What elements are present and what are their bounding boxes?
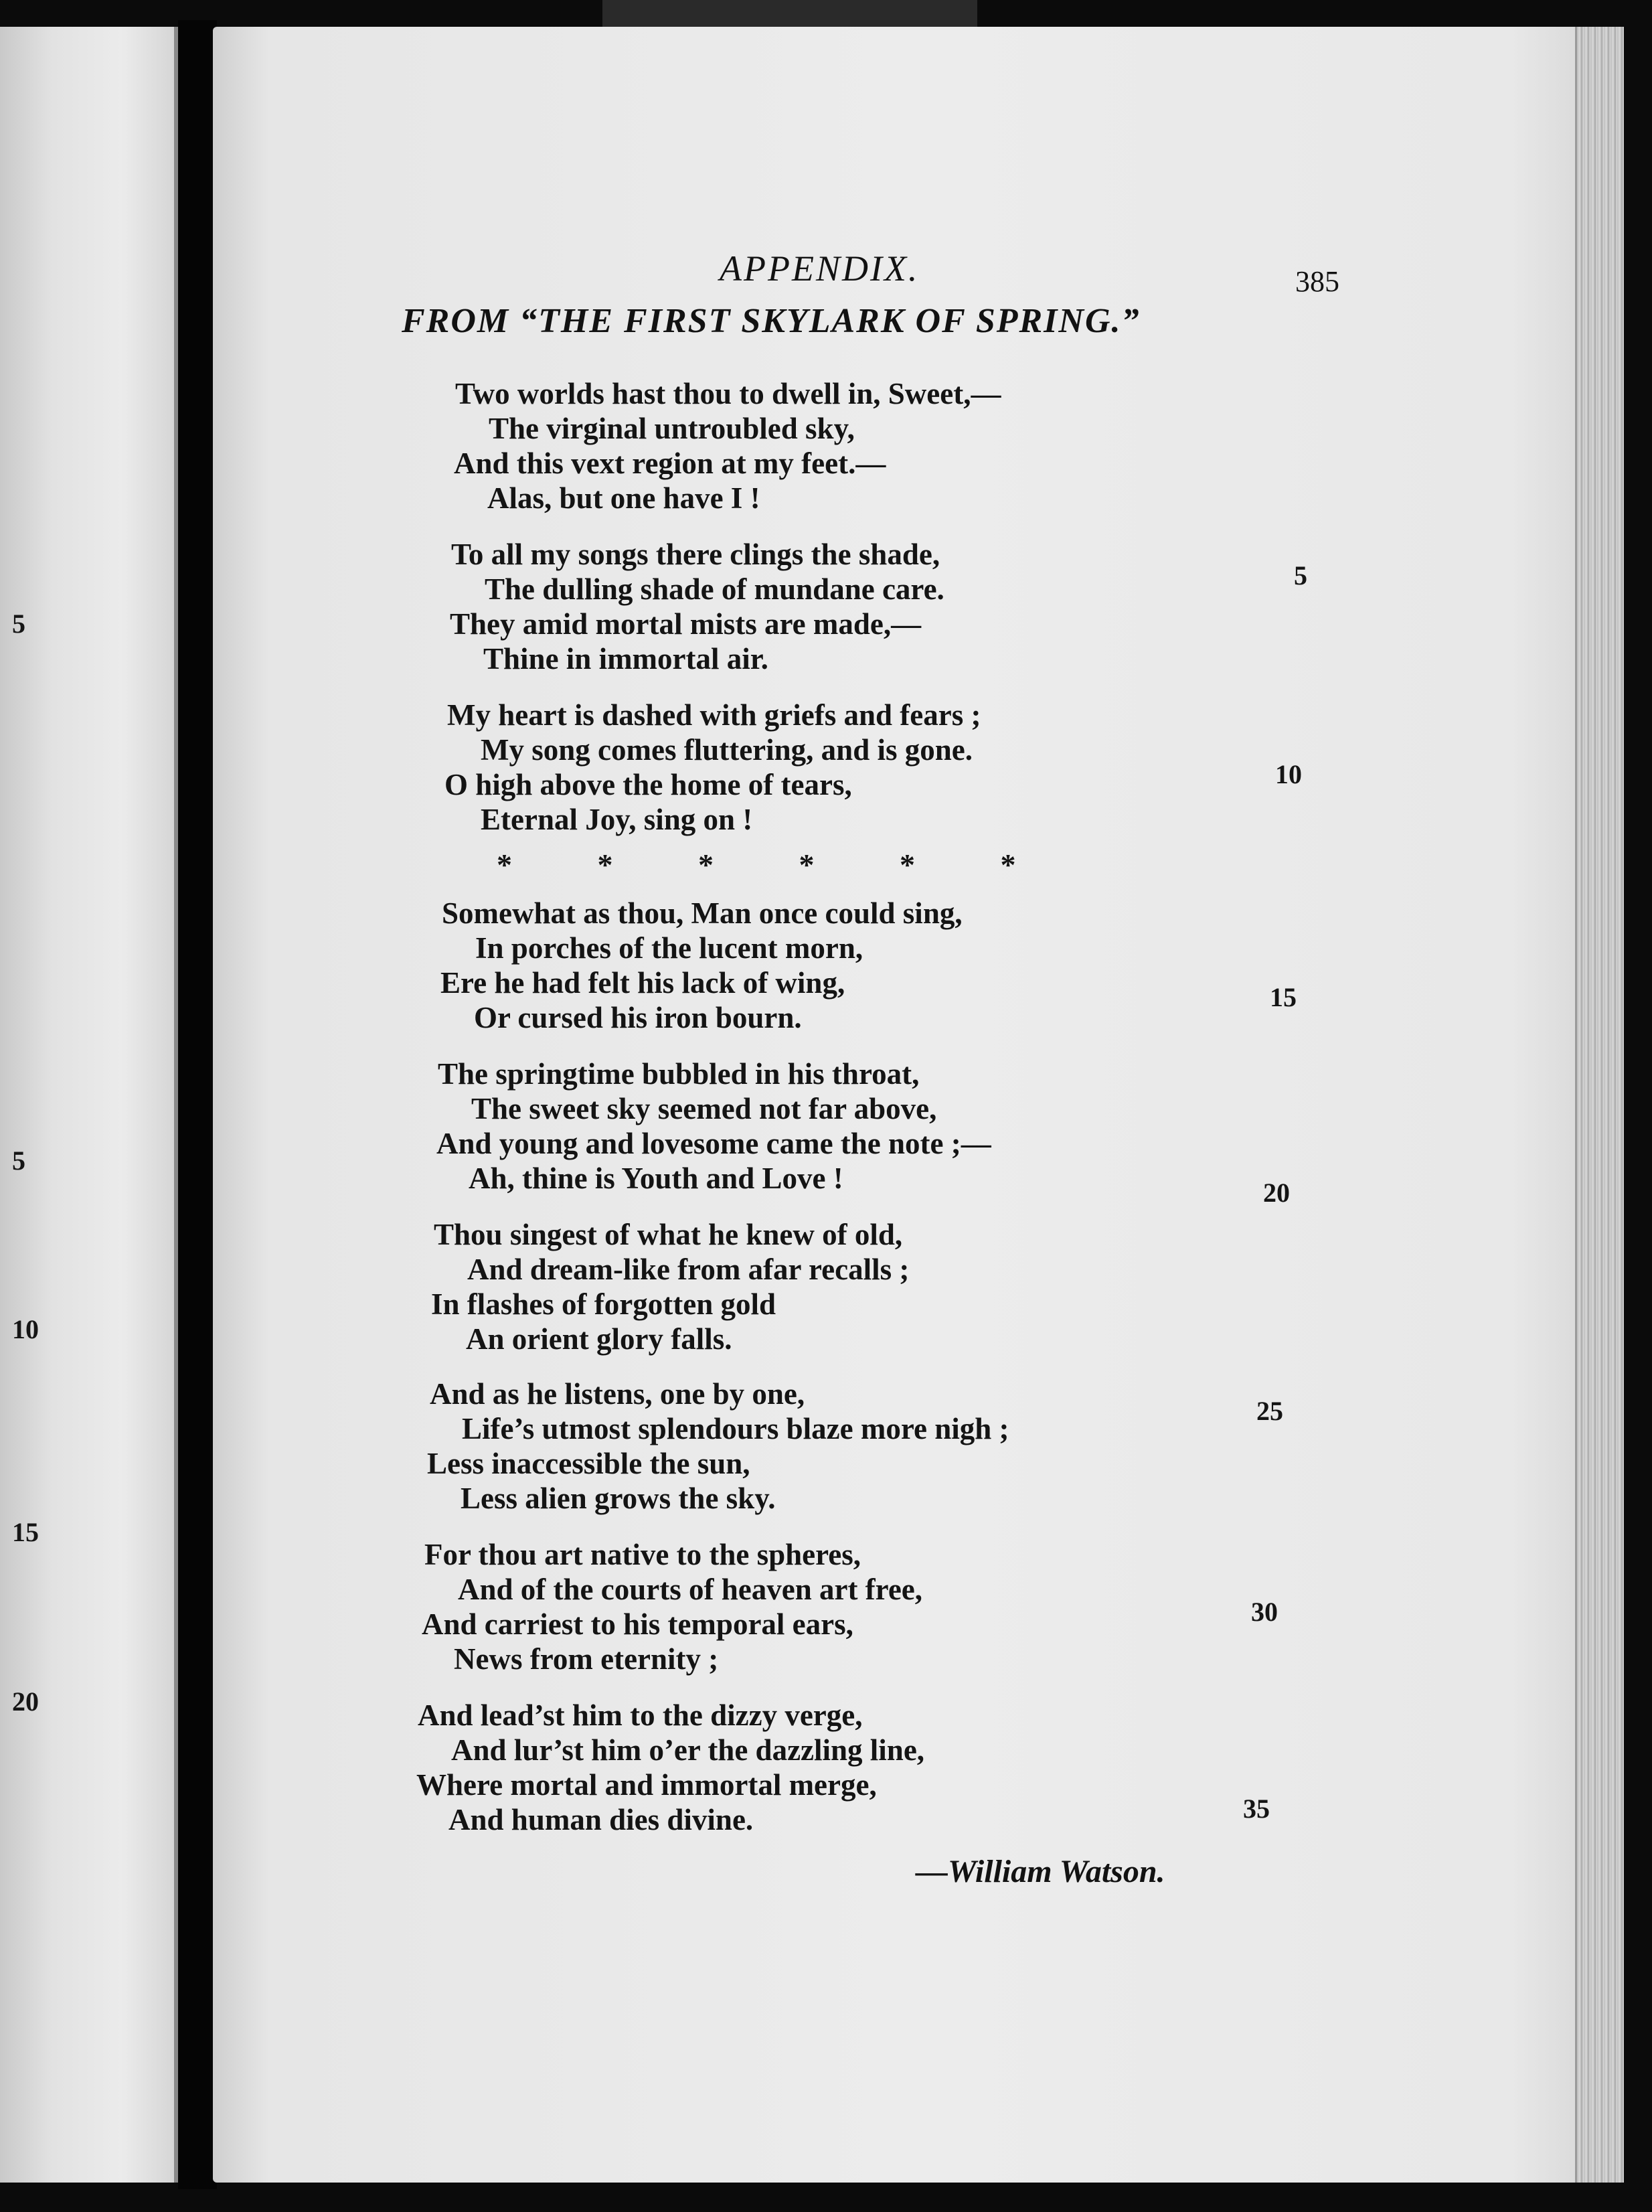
verse-line: Life’s utmost splendours blaze more nigh ; bbox=[462, 1412, 1009, 1445]
verse-line: And this vext region at my feet.— bbox=[454, 447, 886, 480]
line-number: 5 bbox=[1294, 560, 1307, 590]
poem-title: FROM “THE FIRST SKYLARK OF SPRING.” bbox=[402, 302, 1141, 340]
verse-line: Less alien grows the sky. bbox=[461, 1482, 776, 1515]
section-break-stars: * * * * * * bbox=[497, 848, 1055, 882]
line-number: 15 bbox=[1270, 982, 1297, 1012]
page-number: 385 bbox=[1295, 265, 1339, 298]
verse-line: Ere he had felt his lack of wing, bbox=[440, 966, 845, 1000]
verse-line: The sweet sky seemed not far above, bbox=[471, 1092, 937, 1125]
verse-line: In porches of the lucent morn, bbox=[475, 931, 863, 965]
verse-line: Two worlds hast thou to dwell in, Sweet,— bbox=[455, 377, 1001, 410]
verse-line: Eternal Joy, sing on ! bbox=[481, 803, 753, 836]
verse-line: Or cursed his iron bourn. bbox=[474, 1001, 802, 1034]
poem-attribution: —William Watson. bbox=[916, 1854, 1165, 1889]
line-number: 10 bbox=[1275, 759, 1302, 789]
verse-line: The dulling shade of mundane care. bbox=[485, 572, 944, 606]
verse-line: And carriest to his temporal ears, bbox=[422, 1607, 853, 1641]
page-edges bbox=[1575, 27, 1624, 2183]
verse-line: Somewhat as thou, Man once could sing, bbox=[442, 896, 963, 930]
verse-line: And young and lovesome came the note ;— bbox=[436, 1127, 991, 1160]
verse-line: Less inaccessible the sun, bbox=[427, 1447, 750, 1480]
verse-line: The springtime bubbled in his throat, bbox=[438, 1057, 920, 1091]
running-title: APPENDIX. bbox=[720, 248, 920, 289]
line-number: 20 bbox=[1263, 1178, 1290, 1208]
verse-line: My song comes fluttering, and is gone. bbox=[481, 733, 973, 767]
verse-line: The virginal untroubled sky, bbox=[489, 412, 855, 445]
verse-line: An orient glory falls. bbox=[466, 1322, 732, 1356]
line-number: 25 bbox=[1256, 1396, 1283, 1426]
left-line-number: 5 bbox=[12, 609, 25, 639]
left-line-number: 15 bbox=[12, 1517, 39, 1547]
line-number: 35 bbox=[1243, 1794, 1270, 1824]
verse-line: Where mortal and immortal merge, bbox=[416, 1768, 877, 1802]
verse-line: In flashes of forgotten gold bbox=[431, 1287, 776, 1321]
line-number: 30 bbox=[1251, 1597, 1278, 1627]
book-gutter bbox=[178, 20, 217, 2189]
verse-line: My heart is dashed with griefs and fears ; bbox=[447, 698, 981, 732]
verse-line: For thou art native to the spheres, bbox=[424, 1538, 861, 1571]
verse-line: To all my songs there clings the shade, bbox=[451, 538, 940, 571]
verse-line: Ah, thine is Youth and Love ! bbox=[469, 1162, 843, 1195]
verse-line: And human dies divine. bbox=[448, 1803, 754, 1836]
verse-line: Alas, but one have I ! bbox=[487, 481, 760, 515]
verse-line: They amid mortal mists are made,— bbox=[450, 607, 922, 641]
left-line-number: 10 bbox=[12, 1314, 39, 1344]
verse-line: And lead’st him to the dizzy verge, bbox=[418, 1698, 863, 1732]
verse-line: And of the courts of heaven art free, bbox=[458, 1573, 923, 1606]
left-page bbox=[0, 27, 178, 2183]
verse-line: O high above the home of tears, bbox=[444, 768, 852, 801]
left-line-number: 20 bbox=[12, 1686, 39, 1717]
left-line-number: 5 bbox=[12, 1146, 25, 1176]
verse-line: Thine in immortal air. bbox=[483, 642, 768, 676]
verse-line: Thou singest of what he knew of old, bbox=[434, 1218, 903, 1251]
top-edge-shadow bbox=[602, 0, 977, 27]
verse-line: And dream-like from afar recalls ; bbox=[467, 1253, 910, 1286]
verse-line: And as he listens, one by one, bbox=[430, 1377, 805, 1411]
verse-line: And lur’st him o’er the dazzling line, bbox=[451, 1733, 925, 1767]
verse-line: News from eternity ; bbox=[454, 1642, 719, 1676]
